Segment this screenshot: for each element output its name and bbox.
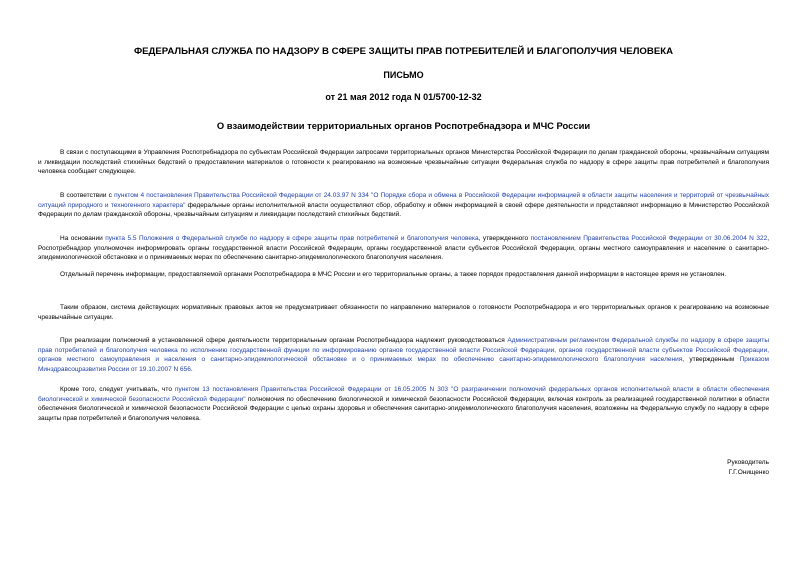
paragraph-6-text-post: . [190,365,193,373]
agency-title: ФЕДЕРАЛЬНАЯ СЛУЖБА ПО НАДЗОРУ В СФЕРЕ ЗАЩИТЫ ПРАВ ПОТРЕБИТЕЛЕЙ И БЛАГОПОЛУЧИЯ ЧЕЛОВЕКА [133,46,674,57]
paragraph-6 [38,336,769,374]
link-order-656[interactable]: Приказом Минздравсоцразвития России от 19.10.2007 N 656 [38,356,769,373]
link-decree-334-item-4[interactable]: пунктом 4 постановления Правительства Российской Федерации от 24.03.97 N 334 [114,192,369,199]
document-subject: О взаимодействии территориальных органов Роспотребнадзора и МЧС России [216,120,591,131]
paragraph-3-text-pre: На основании [60,235,106,242]
paragraph-3 [38,234,769,263]
paragraph-4: Отдельный перечень информации, предоставляемой органами Роспотребнадзора в МЧС России и его территориальные органы, а также порядок предоставления данной информации в настоящее время не установлен. [60,271,727,278]
signature-block [727,458,769,477]
link-decree-334-title[interactable]: "О Порядке сбора и обмена в Российской Федерации информацией в области защиты населения и территорий от чрезвычайных ситуаций природного и техногенного характера" [38,192,770,209]
link-decree-303-item-13[interactable]: пунктом 13 постановления Правительства Российской Федерации от 16.05.2005 N 303 [174,386,449,393]
document-date-number: от 21 мая 2012 года N 01/5700-12-32 [325,92,482,102]
paragraph-2-text-post: федеральные органы исполнительной власти осуществляют сбор, обработку и обмен информацией в своей сфере деятельности и представляют информацию в Министерство Российской Федерации по делам гражданской обороны, чрезвычайным ситуациям и ликвидации последствий стихийных бедствий. [38,201,769,219]
paragraph-3-text-mid: , утвержденного [478,235,531,242]
paragraph-7 [38,385,769,423]
signature-name: Г.Г.Онищенко [728,468,769,476]
paragraph-5: Таким образом, система действующих нормативных правовых актов не предусматривает обязанности по направлению материалов о готовности Роспотребнадзора и его территориальных органов к реагированию на возможные чрезвычайные ситуации. [38,304,769,321]
paragraph-1: В связи с поступающими в Управления Роспотребнадзора по субъектам Российской Федерации запросами территориальных органов Министерства Российской Федерации по делам гражданской обороны, чрезвычайным ситуациям и ликвидации последствий стихийных бедствий о предоставлении материалов о готовности к реагированию на возможные чрезвычайные ситуации Федеральная служба по надзору в сфере защиты прав потребителей и благополучия человека сообщает следующее. [38,149,769,176]
document-type: ПИСЬМО [383,70,424,80]
link-administrative-regulation[interactable]: Административным регламентом Федеральной службы по надзору в сфере защиты прав потребителей и благополучия человека по исполнению государственной функции по информированию органов государственной власти Российской Федерации, органов государственной власти субъектов Российской Федерации, органов местного самоуправления и населения о санитарно-эпидемиологической обстановке и о принимаемых мерах по обеспечению санитарно-эпидемиологического благополучия населения [38,337,769,364]
link-decree-322[interactable]: постановлением Правительства Российской Федерации от 30.06.2004 N 322 [530,235,768,242]
paragraph-2 [38,191,769,220]
signature-title: Руководитель [727,459,769,466]
paragraph-2-text-pre: В соответствии с [60,192,115,199]
paragraph-6-text-pre: При реализации полномочий в установленной сфере деятельности территориальным органам Роспотребнадзора надлежит руководствоваться [60,337,508,344]
paragraph-7-text-pre: Кроме того, следует учитывать, что [60,386,175,393]
paragraph-3-text-post: , Роспотребнадзор уполномочен информировать органы государственной власти Российской Федерации, органы государственной власти субъектов Российской Федерации, органы местного самоуправления и население о санитарно-эпидемиологической обстановке и о принимаемых мерах по обеспечению санитарно-эпидемиологического благополучия населения. [38,235,770,262]
link-regulation-item-5-5[interactable]: пункта 5.5 Положения о Федеральной службе по надзору в сфере защиты прав потребителей и благополучия человека [105,235,479,242]
paragraph-7-text-post: полномочия по обеспечению биологической и химической безопасности Российской Федерации, включая контроль за реализацией государственной политики в области обеспечения биологической и химической безопасности Российской Федерации с целью охраны здоровья и обеспечения санитарно-эпидемиологического благополучия населения, возложены на Федеральную службу по надзору в сфере защиты прав потребителей и благополучия человека. [38,395,769,422]
paragraph-6-text-mid: , утвержденным [682,356,740,364]
link-decree-303-title[interactable]: "О разграничении полномочий федеральных органов исполнительной власти в области обеспечения биологической и химической безопасности Российской Федерации" [38,386,769,403]
